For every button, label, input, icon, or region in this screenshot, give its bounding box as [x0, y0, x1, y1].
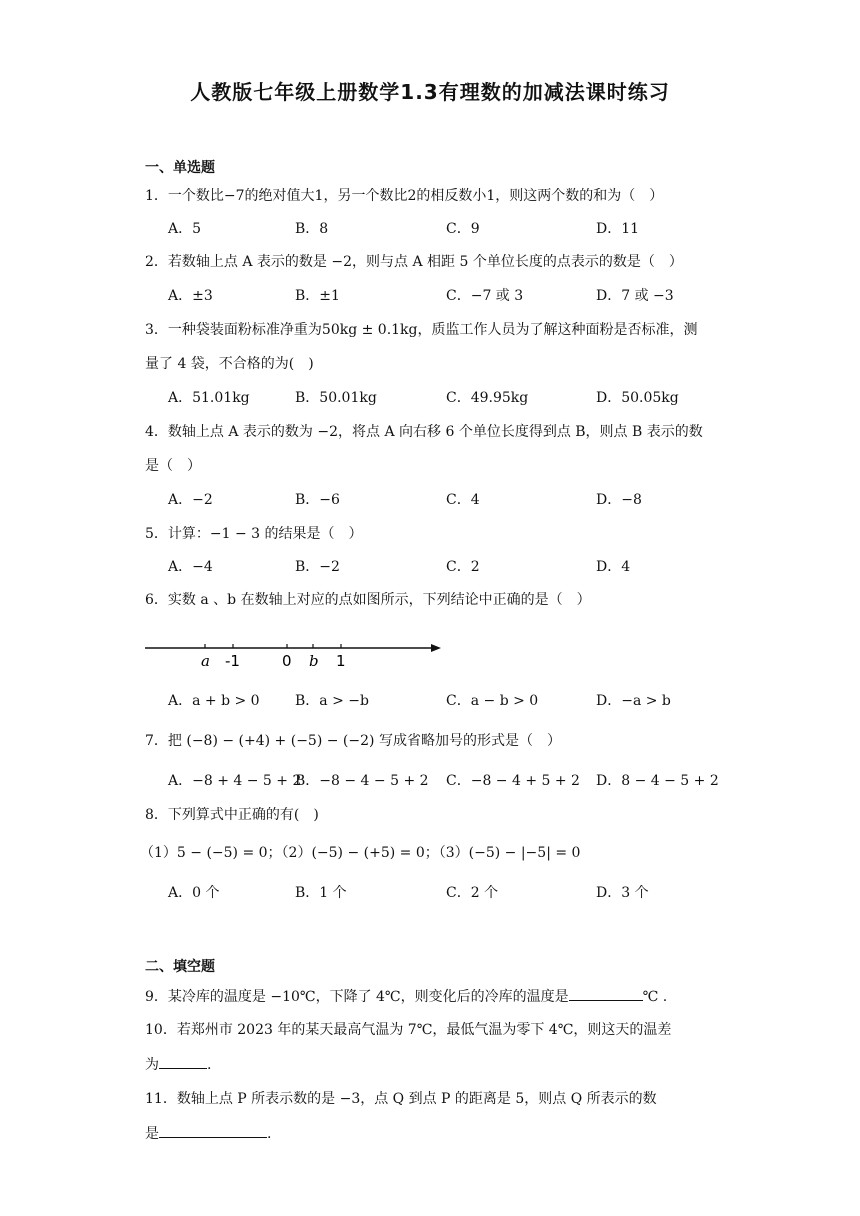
question-3-option-a: A．51.01kg — [168, 390, 250, 406]
question-3-stem-line-2: 量了 4 袋，不合格的为( ) — [145, 356, 314, 372]
question-1-option-d: D．11 — [596, 221, 640, 237]
question-7-stem: 7．把 (−8) − (+4) + (−5) − (−2) 写成省略加号的形式是（ ） — [145, 733, 561, 749]
question-8-stem: 8．下列算式中正确的有( ) — [145, 807, 319, 823]
question-2-option-d: D．7 或 −3 — [596, 288, 674, 304]
question-1-option-b: B．8 — [295, 221, 329, 237]
question-3-option-d: D．50.05kg — [596, 390, 679, 406]
question-9-stem-text: 9．某冷库的温度是 −10℃，下降了 4℃，则变化后的冷库的温度是 — [145, 989, 569, 1005]
question-7-option-c: C．−8 − 4 + 5 + 2 — [446, 773, 580, 789]
question-4-stem-line-1: 4．数轴上点 A 表示的数为 −2，将点 A 向右移 6 个单位长度得到点 B，则点 B 表示的数 — [145, 424, 703, 440]
question-9-stem — [145, 986, 667, 1007]
question-10-answer-blank[interactable] — [159, 1054, 207, 1069]
question-3-option-c: C．49.95kg — [446, 390, 529, 406]
question-3-stem-line-1: 3．一种袋装面粉标准净重为50kg ± 0.1kg，质监工作人员为了解这种面粉是否标准，测 — [145, 322, 698, 338]
question-5-option-a: A．−4 — [168, 559, 213, 575]
question-4-option-d: D．−8 — [596, 492, 642, 508]
label-a: a — [201, 652, 210, 670]
label-minus-1: -1 — [225, 652, 240, 670]
question-1-option-a: A．5 — [168, 221, 202, 237]
question-2-option-b: B．±1 — [295, 288, 340, 304]
question-10-stem-text: 为 — [145, 1057, 159, 1073]
question-7-option-a: A．−8 + 4 − 5 + 2 — [168, 773, 302, 789]
arrow-right-icon — [431, 644, 441, 652]
question-4-option-c: C．4 — [446, 492, 480, 508]
label-b: b — [309, 652, 319, 670]
question-7-option-b: B．−8 − 4 − 5 + 2 — [295, 773, 429, 789]
question-4-stem-line-2: 是（ ） — [145, 458, 201, 474]
question-6-option-d: D．−a > b — [596, 693, 671, 709]
question-5-option-c: C．2 — [446, 559, 480, 575]
question-8-option-c: C．2 个 — [446, 885, 499, 901]
question-1-stem: 1．一个数比−7的绝对值大1，另一个数比2的相反数小1，则这两个数的和为（ ） — [145, 188, 664, 204]
question-10-period: . — [207, 1057, 212, 1073]
question-2-stem: 2．若数轴上点 A 表示的数是 −2，则与点 A 相距 5 个单位长度的点表示的数是（ ） — [145, 254, 683, 270]
question-8-option-b: B．1 个 — [295, 885, 347, 901]
question-5-stem: 5．计算：−1 − 3 的结果是（ ） — [145, 526, 363, 542]
page-title: 人教版七年级上册数学1.3有理数的加减法课时练习 — [190, 80, 670, 104]
question-9-unit: ℃ . — [642, 989, 668, 1005]
label-1: 1 — [336, 652, 346, 670]
question-6-stem: 6．实数 a 、b 在数轴上对应的点如图所示，下列结论中正确的是（ ） — [145, 592, 591, 608]
question-10-stem-line-1: 10．若郑州市 2023 年的某天最高气温为 7℃，最低气温为零下 4℃，则这天的温差 — [145, 1022, 672, 1038]
question-5-option-d: D．4 — [596, 559, 631, 575]
question-11-stem-line-1: 11．数轴上点 P 所表示数的是 −3，点 Q 到点 P 的距离是 5，则点 Q 所表示的数 — [145, 1091, 657, 1107]
label-0: 0 — [282, 652, 292, 670]
question-11-stem-text: 是 — [145, 1126, 159, 1142]
section-heading-single-choice: 一、单选题 — [145, 160, 215, 176]
question-6-option-a: A．a + b > 0 — [168, 693, 260, 709]
question-4-option-b: B．−6 — [295, 492, 340, 508]
question-9-answer-blank[interactable] — [569, 986, 643, 1001]
question-6-option-b: B．a > −b — [295, 693, 369, 709]
question-6-option-c: C．a − b > 0 — [446, 693, 539, 709]
question-8-option-d: D．3 个 — [596, 885, 649, 901]
question-3-option-b: B．50.01kg — [295, 390, 377, 406]
question-8-option-a: A．0 个 — [168, 885, 220, 901]
question-11-period: . — [267, 1126, 272, 1142]
number-line-figure — [145, 636, 445, 676]
question-5-option-b: B．−2 — [295, 559, 340, 575]
question-2-option-c: C．−7 或 3 — [446, 288, 524, 304]
section-heading-fill-blank: 二、填空题 — [145, 959, 215, 975]
question-10-stem-line-2 — [145, 1054, 211, 1075]
question-8-items: （1）5 − (−5) = 0；（2）(−5) − (+5) = 0；（3）(−5) − |−5| = 0 — [140, 845, 581, 861]
question-2-option-a: A．±3 — [168, 288, 213, 304]
question-11-answer-blank[interactable] — [159, 1123, 267, 1138]
question-4-option-a: A．−2 — [168, 492, 213, 508]
question-7-option-d: D．8 − 4 − 5 + 2 — [596, 773, 719, 789]
question-1-option-c: C．9 — [446, 221, 480, 237]
question-11-stem-line-2 — [145, 1123, 271, 1144]
